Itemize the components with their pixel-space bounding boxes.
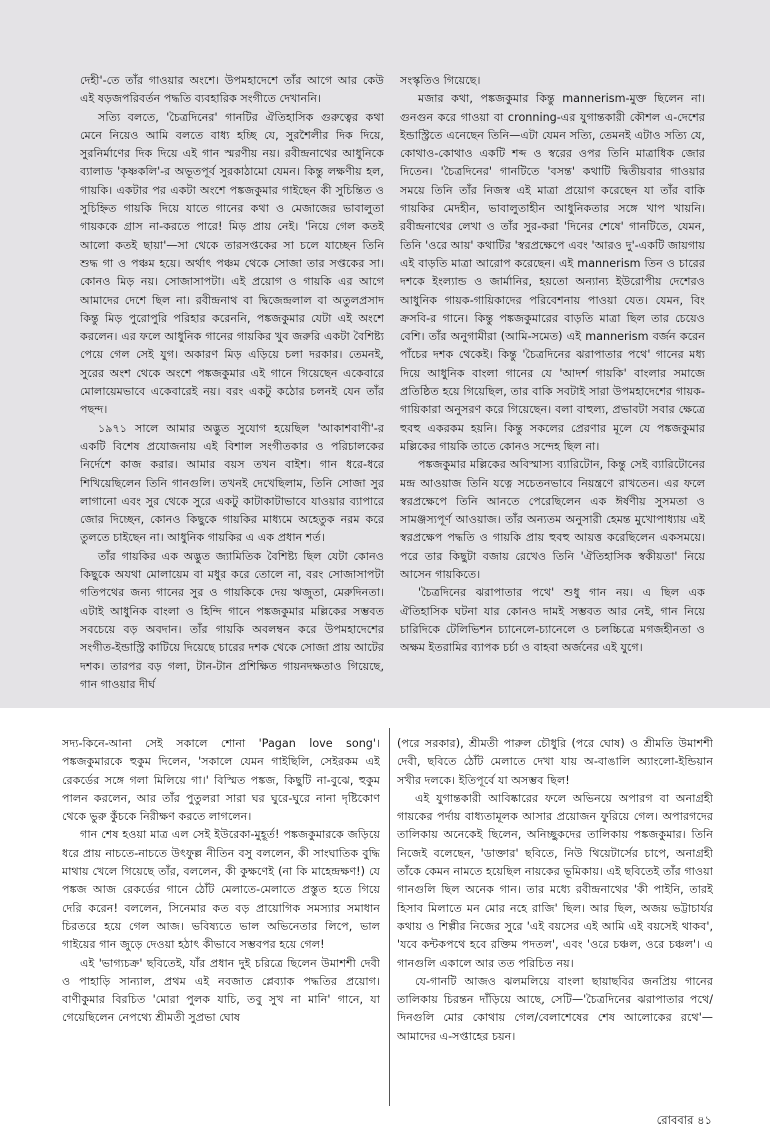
- paragraph: (পরে সরকার), শ্রীমতী পারুল চৌধুরি (পরে ঘোষ) ও শ্রীমতি উমাশশী দেবী, ছবিতে ঠোঁট মেলাতে দেখা যায় অ-বাঙালি অ্যাংলো-ইন্ডিয়ান সখীর দলকে। ইতিপূর্বে যা অসম্ভব ছিল!: [397, 737, 713, 787]
- paragraph: সংস্কৃতিও গিয়েছে।: [400, 74, 481, 87]
- paragraph: দেহী'-তে তাঁর গাওয়ার অংশে। উপমহাদেশে তাঁর আগে আর কেউ এই ষড়জপরিবর্তন পদ্ধতি ব্যবহারিক সংগীতে দেখাননি।: [80, 74, 384, 106]
- paragraph: মজার কথা, পঙ্কজকুমার কিন্তু mannerism-মুক্ত ছিলেন না। গুনগুন করে গাওয়া বা cronning-এর যুগান্তকারী কৌশল এ-দেশের ইন্ডাস্ট্রিতে এনেছেন তিনি—এটা যেমন সত্যি, তেমনই এটাও সত্যি যে, কোথাও-কোথাও একটি শব্দ ও স্বরের ওপর তিনি মাত্রাধিক জোর দিতেন। 'চৈত্রদিনের' গানটিতে 'বসন্ত' কথাটি দ্বিতীয়বার গাওয়ার সময়ে তিনি তাঁর নিজস্ব এই মাত্রা প্রয়োগ করেছেন যা তাঁর বাকি গায়কির মেদহীন, ভাবালুতাহীন আধুনিকতার সঙ্গে খাপ খায়নি। রবীন্দ্রনাথের লেখা ও তাঁর সুর-করা 'দিনের শেষে' গানটিতে, যেমন, তিনি 'ওরে আয়' কথাটির 'স্বরপ্রক্ষেপে এবং 'আরও দু'-একটি জায়গায় এই বাড়তি মাত্রা আরোপ করেছেন। এই mannerism তিন ও চারের দশকে ইংল্যান্ড ও জার্মানির, হয়তো অন্যান্য ইউরোপীয় দেশেরও আধুনিক গায়ক-গায়িকাদের পরিবেশনায় পাওয়া যেত। যেমন, বিং ক্রসবি-র গানে। কিন্তু পঙ্কজকুমারের বাড়তি মাত্রা ছিল তার চেয়েও বেশি। তাঁর অনুগামীরা (আমি-সমেত) এই mannerism বর্জন করেন পাঁচের দশক থেকেই। কিন্তু 'চৈত্রদিনের ঝরাপাতার পথে' গানের মধ্য দিয়ে আধুনিক বাংলা গানের যে 'আদর্শ গায়কি' বাংলার সমাজে প্রতিষ্ঠিত হয়ে গিয়েছিল, তার বাকি সবটাই সারা উপমহাদেশের গায়ক-গায়িকারা অনুসরণ করে গিয়েছেন। বলা বাহুল্য, প্রভাবটা সবার ক্ষেত্রে হুবহু একরকম হয়নি। কিন্তু সকলের প্রেরণার মূলে যে পঙ্কজকুমার মল্লিকের গায়কি তাতে কোনও সন্দেহ ছিল না।: [400, 92, 705, 453]
- page-folio: রোববার ৪১: [656, 1113, 712, 1127]
- paragraph: গান শেষ হওয়া মাত্র এল সেই ইউরেকা-মুহূর্ত! পঙ্কজকুমারকে জড়িয়ে ধরে প্রায় নাচতে-নাচতে উৎফুল্ল নীতিন বসু বললেন, কী সাংঘাতিক বুদ্ধি মাথায় খেলে গিয়েছে তাঁর, বললেন, কী কুক্ষণেই (না কি মাহেন্দ্রক্ষণ!) যে পঙ্কজ আজ রেকর্ডের গানে ঠোঁট মেলাতে-মেলাতে প্রস্তুত হতে গিয়ে দেরি করেন! বললেন, সিনেমার কত বড় প্রায়োগিক সমস্যার সমাধান চিরতরে হয়ে গেল আজ। ভবিষ্যতে ভাল অভিনেতার লিপে, ভাল গাইয়ের গান জুড়ে দেওয়া হঠাৎ কীভাবে সম্ভবপর হয়ে গেল!: [62, 828, 380, 952]
- paragraph: ১৯৭১ সালে আমার অদ্ভুত সুযোগ হয়েছিল 'আকাশবাণী'-র একটি বিশেষ প্রযোজনায় এই বিশাল সংগীতকার ও পরিচালকের নির্দেশে কাজ করার। আমার বয়স তখন বাইশ। গান ধরে-ধরে শিখিয়েছিলেন তিনি গানগুলি। তখনই দেখেছিলাম, তিনি সোজা সুর লাগানো এবং সুর থেকে সুরে একটু কাটাকাটাভাবে যাওয়ার ব্যাপারে জোর দিচ্ছেন, কোনও কিছুকে গায়কির মাধ্যমে অহেতুক নরম করে তুলতে চাইছেন না। আধুনিক গায়কির এ এক প্রধান শর্ত।: [80, 421, 384, 545]
- paragraph: এই 'ভাগ্যচক্র' ছবিতেই, যাঁর প্রধান দুই চরিত্রে ছিলেন উমাশশী দেবী ও পাহাড়ি সান্যাল, প্রথম এই নবজাত প্লেব্যাক পদ্ধতির প্রয়োগ। বাণীকুমার বিরচিত 'মোরা পুলক যাচি, তবু সুখ না মানি' গানে, যা গেয়েছিলেন নেপথ্যে শ্রীমতী সুপ্রভা ঘোষ: [62, 956, 380, 1025]
- paragraph: তাঁর গায়কির এক অদ্ভুত জ্যামিতিক বৈশিষ্ট্য ছিল যেটা কোনও কিছুকে অযথা মোলায়েম বা মধুর করে তোলে না, বরং সোজাসাপটা গতিপথের জন্য গানের সুর ও গায়কিকে দেয় ঋজুতা, মেরুদিনতা। এটাই আধুনিক বাংলা ও হিন্দি গানে পঙ্কজকুমার মল্লিকের সম্ভবত সবচেয়ে বড় অবদান। তাঁর গায়কি অবলম্বন করে উপমহাদেশের সংগীত-ইন্ডাস্ট্রি কাটিয়ে দিয়েছে চারের দশক থেকে সোজা প্রায় আটের দশক। তারপর বড় গলা, টান-টান প্রশিক্ষিত গায়নদক্ষতাও গিয়েছে, গান গাওয়ার দীর্ঘ: [80, 549, 384, 690]
- paragraph: 'চৈত্রদিনের ঝরাপাতার পথে' শুধু গান নয়। এ ছিল এক ঐতিহাসিক ঘটনা যার কোনও দামই সম্ভবত আর নেই, গান নিয়ে চারিদিকে টেলিভিশন চ্যানেলে-চ্যানেলে ও চলচ্চিত্রে মগজহীনতা ও অক্ষম ইতরামির ব্যাপক চর্চা ও বাহবা অর্জনের এই যুগে।: [400, 586, 705, 655]
- paragraph: সত্যি বলতে, 'চৈত্রদিনের' গানটির ঐতিহাসিক গুরুত্বের কথা মেনে নিয়েও আমি বলতে বাধ্য হচ্ছি যে, সুরশৈলীর দিক দিয়ে, সুরনির্মাণের দিক দিয়ে এই গান স্মরণীয় নয়। রবীন্দ্রনাথের আধুনিকে ব্যালাড 'কৃষ্ণকলি'-র অভূতপূর্ব সুরকাঠামো যেমন। কিন্তু লক্ষণীয় হল, গায়কি। একটার পর একটা অংশে পঙ্কজকুমার গাইছেন কী সুচিন্তিত ও সুচিহ্নিত গায়কি দিয়ে যাতে গানের কথা ও মেজাজের ভাবালুতা গায়ককে গ্রাস না-করতে পারে! মিড় প্রায় নেই। 'নিয়ে গেল কতই আলো কতই ছায়া'—সা থেকে তারসপ্তকের সা চলে যাচ্ছেন তিনি শুদ্ধ গা ও পঞ্চম হয়ে। অর্থাৎ পঞ্চম থেকে সোজা তার সপ্তকের সা। কোনও মিড় নয়। সোজাসাপটা। এই প্রয়োগ ও গায়কি এর আগে আমাদের দেশে ছিল না। রবীন্দ্রনাথ বা দ্বিজেন্দ্রলাল বা অতুলপ্রসাদ কিন্তু মিড় পুরোপুরি পরিহার করেননি, পঙ্কজকুমার যেটা এই অংশে করলেন। এর ফলে আধুনিক গানের গায়কির খুব জরুরি একটা বৈশিষ্ট্য পেয়ে গেল সেই যুগ। অকারণ মিড় এড়িয়ে চলা দরকার। তেমনই, সুরের অংশ থেকে অংশে পঙ্কজকুমার এই গানে গিয়েছেন একেবারে মোলায়েমভাবে একেবারেই নয়। বরং একটু কঠোর চলনই যেন তাঁর পছন্দ।: [80, 110, 384, 417]
- paragraph: পঙ্কজকুমার মল্লিকের অবিস্মাস্য ব্যারিটোন, কিন্তু সেই ব্যারিটোনের মন্দ্র আওয়াজ তিনি যত্নে সচেতনভাবে নিয়ন্ত্রণে রাখতেন। এর ফলে স্বরপ্রক্ষেপে তিনি আনতে পেরেছিলেন এক ঈর্ষণীয় সুসমতা ও সামঞ্জস্যপূর্ণ আওয়াজ। তাঁর অন্যতম অনুসারী হেমন্ত মুখোপাধ্যায় এই স্বরপ্রক্ষেপ পদ্ধতি ও গায়কি প্রায় হুবহু আয়ত্ত করেছিলেন একসময়ে। পরে তার কিছুটা বজায় রেখেও তিনি 'ঐতিহাসিক স্বকীয়তা' নিয়ে আসেন গায়কিতে।: [400, 458, 705, 582]
- article-column-2: [400, 72, 705, 672]
- article-column-1: [80, 72, 384, 690]
- paragraph: এই যুগান্তকারী আবিষ্কারের ফলে অভিনয়ে অপারগ বা অনাগ্রহী গায়কের পর্দায় বাধ্যতামূলক আসার প্রয়োজন ফুরিয়ে গেল। অপারগদের তালিকায় অনেকেই ছিলেন, অনিচ্ছুকদের তালিকায় পঙ্কজকুমার। তিনি নিজেই বলেছেন, 'ডাক্তার' ছবিতে, নিউ থিয়েটার্সের চাপে, অনাগ্রহী তাঁকে কেমন নামতে হয়েছিল নায়কের ভূমিকায়। এই ছবিতেই তাঁর গাওয়া গানগুলি ছিল অনেক গান। তার মধ্যে রবীন্দ্রনাথের 'কী পাইনি, তারই হিসাব মিলাতে মন মোর নহে রাজি' ছিল। আর ছিল, অজয় ভট্টাচার্যর কথায় ও শিল্পীর নিজের সুরে 'এই বয়সের এই আমি এই বয়সেই থাকব', 'যবে কন্টকপথে হবে রক্তিম পদতল', এবং 'ওরে চঞ্চল, ওরে চঞ্চল'। এ গানগুলি একালে আর তত পরিচিত নয়।: [397, 791, 713, 970]
- paragraph: যে-গানটি আজও ঝলমলিয়ে বাংলা ছায়াছবির জনপ্রিয় গানের তালিকায় চিরন্তন দাঁড়িয়ে আছে, সেটি—'চৈত্রদিনের ঝরাপাতার পথে/দিনগুলি মোর কোথায় গেল/বেলাশেষের শেষ আলোকের রথে'—আমাদের এ-সপ্তাহের চয়ন।: [397, 974, 713, 1043]
- column-divider: [389, 728, 390, 1106]
- article-column-4: [397, 735, 713, 1107]
- article-column-3: [62, 735, 380, 1110]
- paragraph: সদ্য-কিনে-আনা সেই সকালে শোনা 'Pagan love song'। পঙ্কজকুমারকে হুকুম দিলেন, 'সকালে যেমন গাইছিলি, সেইরকম এই রেকর্ডের সঙ্গে গলা মিলিয়ে গা।' বিস্মিত পঙ্কজ, কিছুটি না-বুঝে, হুকুম পালন করলেন, আর তাঁর পুতুলরা সারা ঘর ঘুরে-ঘুরে নানা দৃষ্টিকোণ থেকে ভুরু কুঁচকে নিরীক্ষণ করতে লাগলেন।: [62, 737, 380, 824]
